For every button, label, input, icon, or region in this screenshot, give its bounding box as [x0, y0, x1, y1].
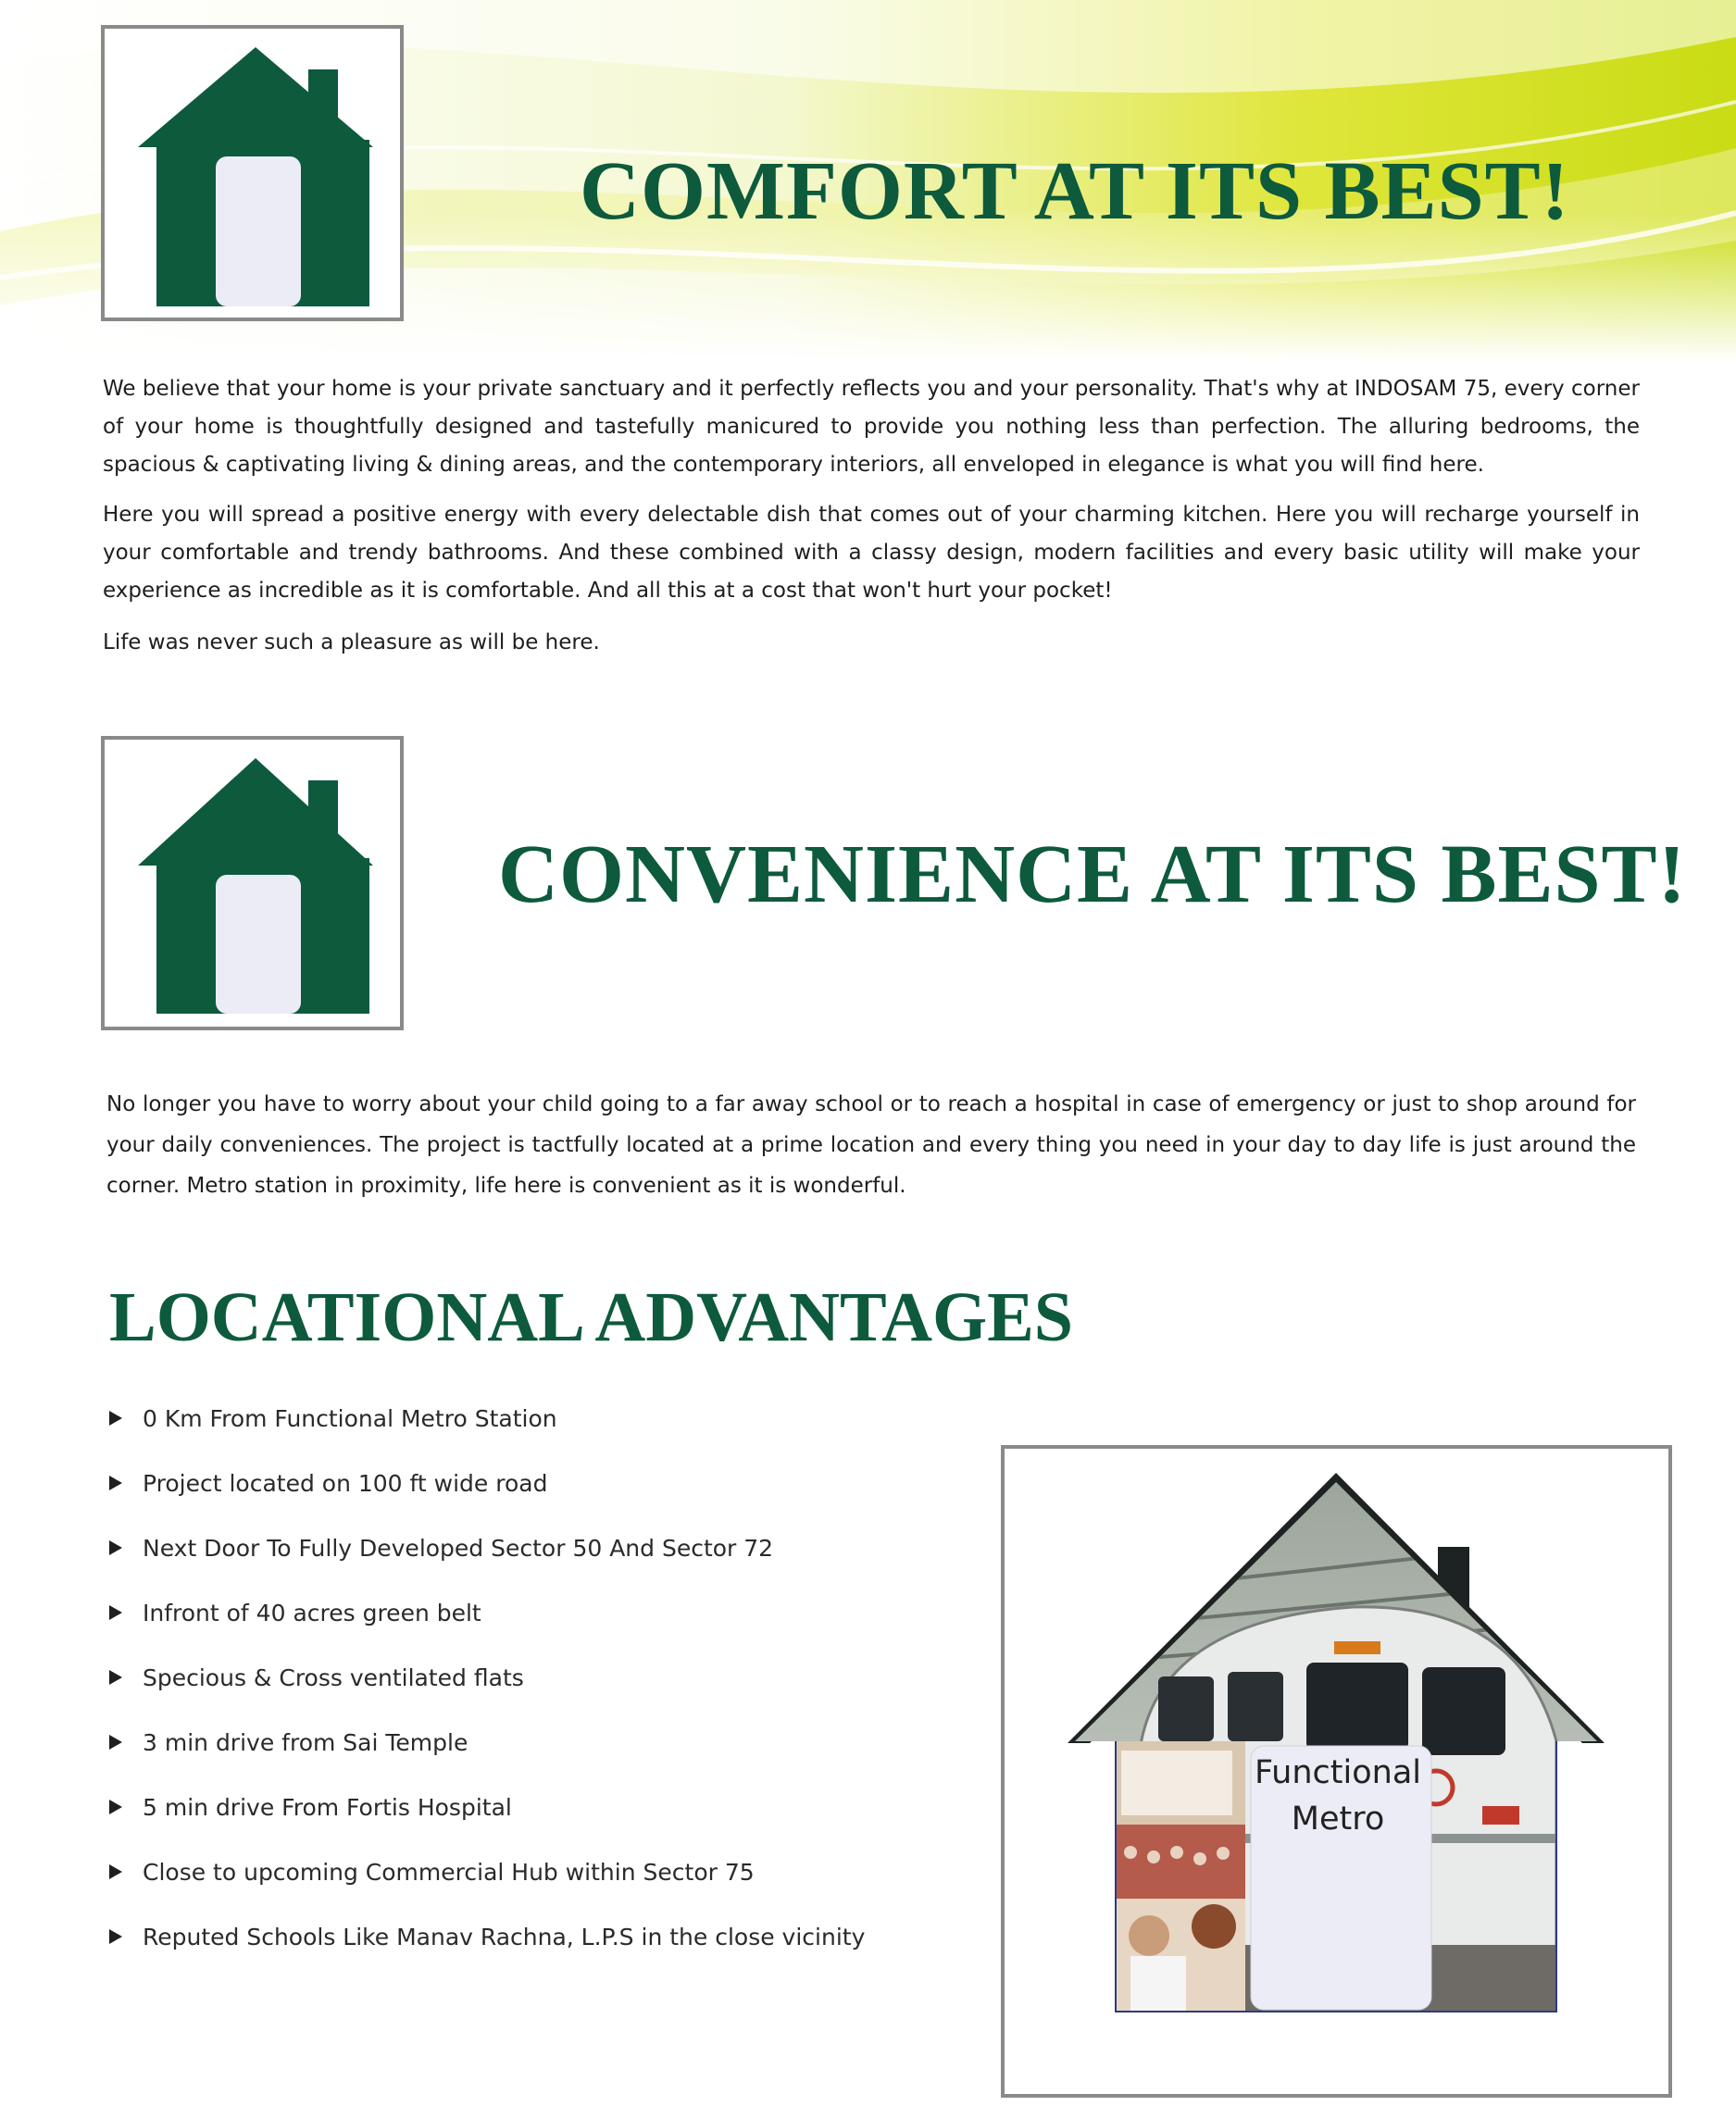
list-item: 3 min drive from Sai Temple — [109, 1710, 865, 1775]
section1-paragraph-2: Here you will spread a positive energy with every delectable dish that comes out of your charming kitchen. Here you will recharge yourself in your comfortable and trendy bathrooms. And these combined with a classy design, modern facilities and every basic utility will make your experience as incredible as it is comfortable. And all this at a cost that won't hurt your pocket! — [103, 503, 1640, 603]
list-item: Next Door To Fully Developed Sector 50 And Sector 72 — [109, 1515, 865, 1580]
bullet-arrow-icon — [109, 1929, 122, 1944]
bullet-arrow-icon — [109, 1411, 122, 1426]
section3-title: LOCATIONAL ADVANTAGES — [109, 1278, 1074, 1356]
section1-paragraph-1: We believe that your home is your private sanctuary and it perfectly reflects you and your personality. That's why at INDOSAM 75, every corner of your home is thoughtfully designed and tastefully manicured to provide you nothing less than perfection. The alluring bedrooms, the spacious & captivating living & dining areas, and the contemporary interiors, all enveloped in elegance is what you will find here. — [103, 377, 1640, 477]
list-item: Infront of 40 acres green belt — [109, 1580, 865, 1645]
house-icon — [105, 29, 407, 325]
list-item: Project located on 100 ft wide road — [109, 1451, 865, 1515]
locational-advantages-list — [109, 1386, 865, 1969]
house-icon-frame — [101, 736, 404, 1030]
bullet-arrow-icon — [109, 1605, 122, 1620]
bullet-arrow-icon — [109, 1735, 122, 1750]
list-item: 5 min drive From Fortis Hospital — [109, 1775, 865, 1839]
list-item: Close to upcoming Commercial Hub within Sector 75 — [109, 1839, 865, 1904]
bullet-arrow-icon — [109, 1670, 122, 1685]
section1-title: COMFORT AT ITS BEST! — [580, 145, 1570, 237]
bullet-arrow-icon — [109, 1800, 122, 1814]
bullet-arrow-icon — [109, 1864, 122, 1879]
bullet-arrow-icon — [109, 1476, 122, 1490]
bullet-arrow-icon — [109, 1540, 122, 1555]
section2-title: CONVENIENCE AT ITS BEST! — [498, 829, 1687, 920]
list-item: Specious & Cross ventilated flats — [109, 1645, 865, 1710]
list-item: 0 Km From Functional Metro Station — [109, 1386, 865, 1451]
metro-label: Functional Metro — [1254, 1754, 1422, 1838]
list-item: Reputed Schools Like Manav Rachna, L.P.S in the close vicinity — [109, 1904, 865, 1969]
section1-paragraph-3: Life was never such a pleasure as will be here. — [103, 630, 600, 654]
house-icon — [105, 740, 407, 1034]
section2-paragraph: No longer you have to worry about your child going to a far away school or to reach a hospital in case of emergency or just to shop around for your daily conveniences. The project is tactfully located at a prime location and every thing you need in your day to day life is just around the corner. Metro station in proximity, life here is convenient as it is wonderful. — [106, 1092, 1636, 1198]
house-icon-frame — [101, 25, 404, 321]
